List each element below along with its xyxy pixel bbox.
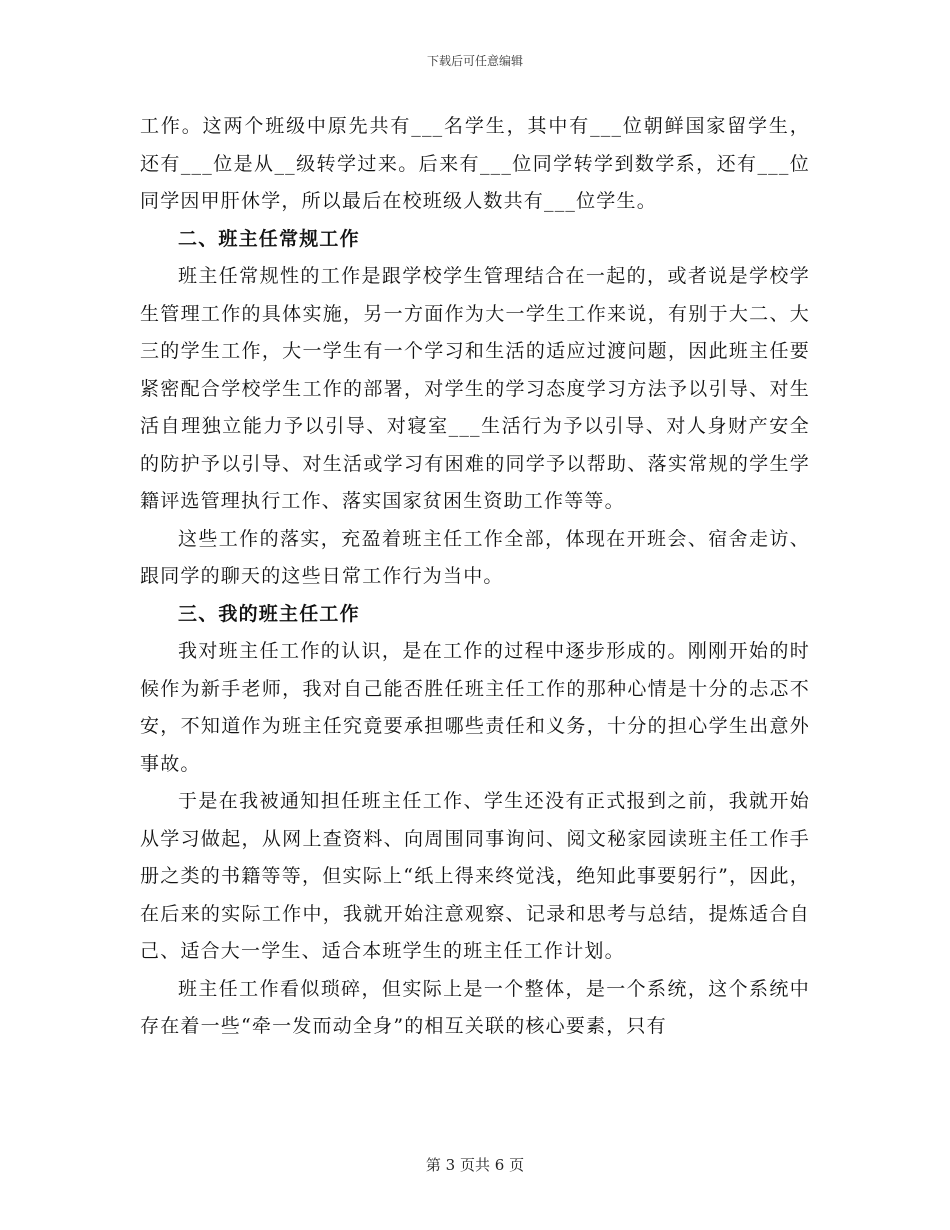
paragraph: 班主任工作看似琐碎，但实际上是一个整体，是一个系统，这个系统中存在着一些“牵一发而动全身”的相互关联的核心要素，只有 (140, 977, 810, 1037)
page-header: 下载后可任意编辑 (426, 54, 523, 68)
paragraph: 这些工作的落实，充盈着班主任工作全部，体现在开班会、宿舍走访、跟同学的聊天的这些日常工作行为当中。 (140, 527, 810, 587)
section-heading-2: 二、班主任常规工作 (178, 227, 360, 250)
paragraph: 于是在我被通知担任班主任工作、学生还没有正式报到之前，我就开始从学习做起，从网上查资料、向周围同事询问、阅文秘家园读班主任工作手册之类的书籍等等，但实际上“纸上得来终觉浅，绝知此事要躬行”，因此，在后来的实际工作中，我就开始注意观察、记录和思考与总结，提炼适合自己、适合大一学生、适合本班学生的班主任工作计划。 (140, 790, 810, 962)
section-heading-3: 三、我的班主任工作 (178, 602, 360, 625)
paragraph: 班主任常规性的工作是跟学校学生管理结合在一起的，或者说是学校学生管理工作的具体实施，另一方面作为大一学生工作来说，有别于大二、大三的学生工作，大一学生有一个学习和生活的适应过渡问题，因此班主任要紧密配合学校学生工作的部署，对学生的学习态度学习方法予以引导、对生活自理独立能力予以引导、对寝室___生活行为予以引导、对人身财产安全的防护予以引导、对生活或学习有困难的同学予以帮助、落实常规的学生学籍评选管理执行工作、落实国家贫困生资助工作等等。 (140, 265, 810, 512)
page-footer: 第 3 页共 6 页 (425, 1156, 525, 1174)
document-body (140, 108, 810, 1046)
paragraph: 我对班主任工作的认识，是在工作的过程中逐步形成的。刚刚开始的时候作为新手老师，我对自己能否胜任班主任工作的那种心情是十分的忐忑不安，不知道作为班主任究竟要承担哪些责任和义务，十分的担心学生出意外事故。 (140, 640, 810, 775)
paragraph-continuation: 工作。这两个班级中原先共有___名学生，其中有___位朝鲜国家留学生，还有___位是从__级转学过来。后来有___位同学转学到数学系，还有___位同学因甲肝休学，所以最后在校班级人数共有___位学生。 (140, 115, 810, 212)
